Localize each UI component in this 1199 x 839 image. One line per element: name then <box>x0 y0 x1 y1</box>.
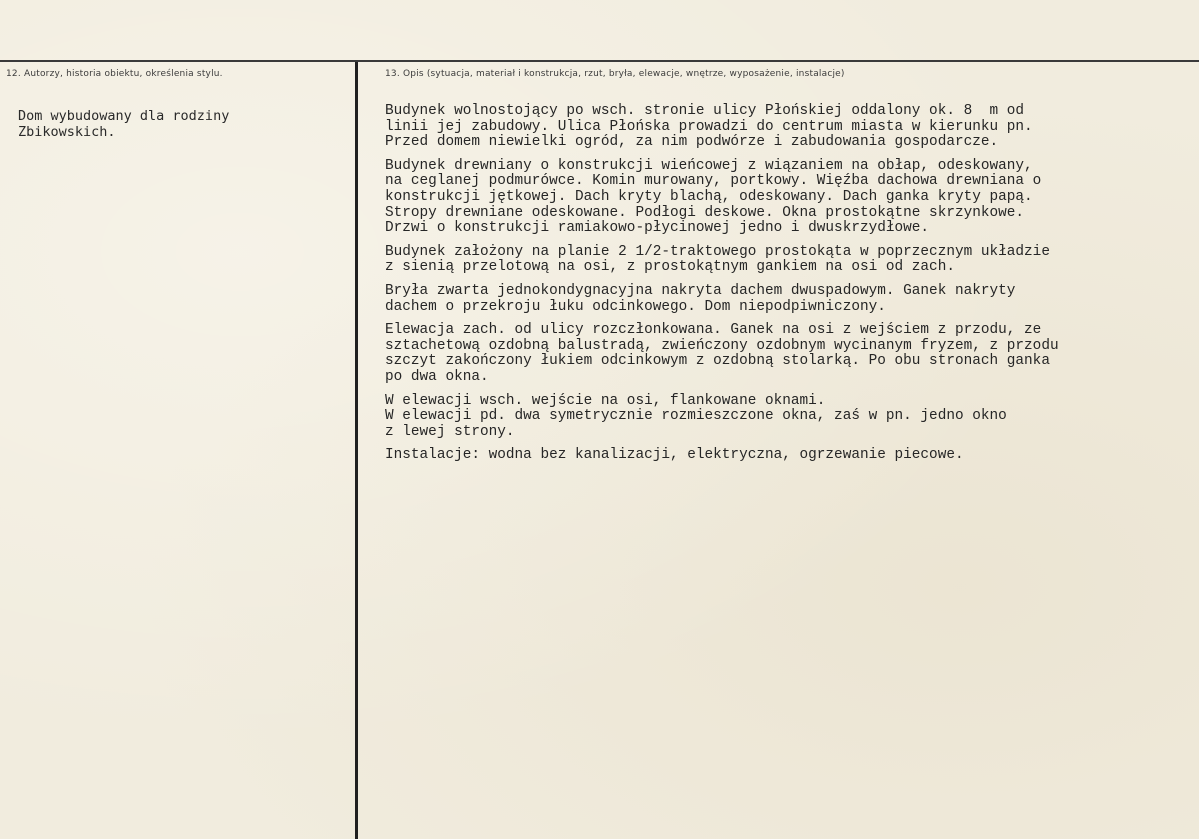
paragraph-location: Budynek wolnostojący po wsch. stronie ulicy Płońskiej oddalony ok. 8 m od linii jej zabudowy. Ulica Płońska prowadzi do centrum miasta w kierunku pn. Przed domem niewielki ogród, za nim podwórze i zabudowania gospodarcze. <box>385 103 1033 151</box>
section-13-heading: 13. Opis (sytuacja, materiał i konstrukcja, rzut, bryła, elewacje, wnętrze, wyposażenie, instalacje) <box>385 69 845 79</box>
paragraph-massing: Bryła zwarta jednokondygnacyjna nakryta dachem dwuspadowym. Ganek nakryty dachem o przekroju łuku odcinkowego. Dom niepodpiwniczony. <box>385 282 1016 315</box>
paragraph-west-elevation: Elewacja zach. od ulicy rozczłonkowana. Ganek na osi z wejściem z przodu, ze sztachetową ozdobną balustradą, zwieńczony ozdobnym wycinanym fryzem, z przodu szczyt zakończony łukiem odcinkowym z ozdobną stolarką. Po obu stronach ganka po dwa okna. <box>385 322 1059 385</box>
paragraph-other-elevations: W elewacji wsch. wejście na osi, flankowane oknami. W elewacji pd. dwa symetrycznie rozmieszczone okna, zaś w pn. jedno okno z lewej strony. <box>385 392 1007 440</box>
authors-history-text: Dom wybudowany dla rodziny Zbikowskich. <box>18 108 230 140</box>
paragraph-installations: Instalacje: wodna bez kanalizacji, elektryczna, ogrzewanie piecowe. <box>385 447 964 464</box>
paragraph-plan: Budynek założony na planie 2 1/2-traktowego prostokąta w poprzecznym układzie z sienią przelotową na osi, z prostokątnym gankiem na osi od zach. <box>385 243 1050 276</box>
section-12-heading: 12. Autorzy, historia obiektu, określenia stylu. <box>6 69 223 79</box>
column-divider <box>355 62 358 839</box>
paragraph-construction: Budynek drewniany o konstrukcji wieńcowej z wiązaniem na obłap, odeskowany, na ceglanej podmurówce. Komin murowany, portkowy. Więźba dachowa drewniana o konstrukcji jętkowej. Dach kryty blachą, odeskowany. Dach ganka kryty papą. Stropy drewniane odeskowane. Podłogi deskowe. Okna prostokątne skrzynkowe. Drzwi o konstrukcji ramiakowo-płycinowej jedno i dwuskrzydłowe. <box>385 157 1042 237</box>
description-body <box>385 104 1185 472</box>
header-rule <box>0 60 1199 62</box>
